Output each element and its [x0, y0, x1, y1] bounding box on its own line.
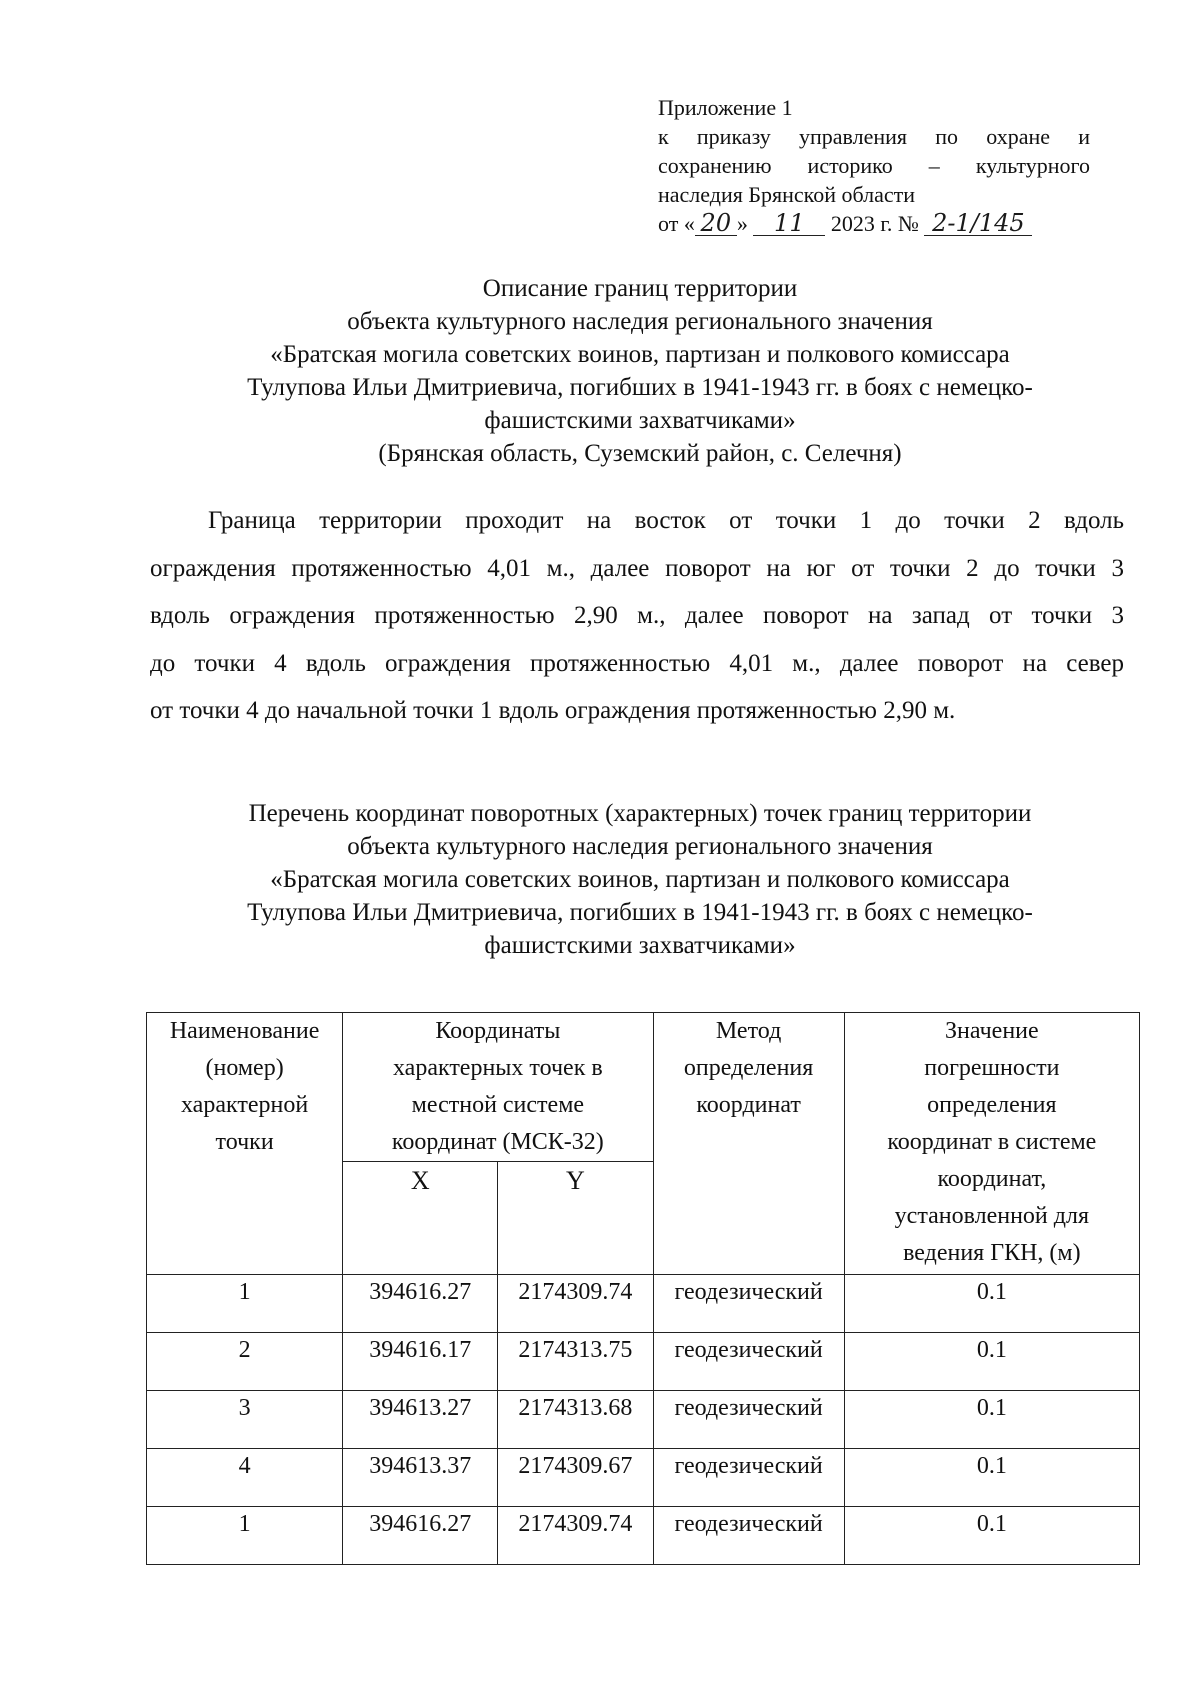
paragraph-line: Граница территории проходит на восток от точки 1 до точки 2 вдоль — [208, 507, 1124, 534]
title-line: Перечень координат поворотных (характерных) точек границ территории — [248, 800, 1032, 827]
title-line: фашистскими захватчиками» — [484, 932, 796, 959]
boundary-description-paragraph — [150, 497, 1124, 735]
header-x: X — [343, 1162, 498, 1275]
title-line: (Брянская область, Суземский район, с. Селечня) — [378, 440, 902, 467]
cell-y: 2174313.75 — [498, 1333, 653, 1391]
cell-error: 0.1 — [844, 1391, 1139, 1449]
table-header-row — [147, 1013, 1140, 1162]
cell-x: 394616.27 — [343, 1275, 498, 1333]
cell-x: 394616.27 — [343, 1507, 498, 1565]
cell-point: 2 — [147, 1333, 343, 1391]
date-prefix: от « — [658, 211, 695, 236]
boundary-description-title — [140, 272, 1140, 470]
table-row — [147, 1507, 1140, 1565]
title-line: «Братская могила советских воинов, партизан и полкового комиссара — [270, 866, 1010, 893]
cell-method: геодезический — [653, 1507, 844, 1565]
cell-error: 0.1 — [844, 1275, 1139, 1333]
table-row — [147, 1391, 1140, 1449]
cell-error: 0.1 — [844, 1449, 1139, 1507]
table-row — [147, 1449, 1140, 1507]
paragraph-line: до точки 4 вдоль ограждения протяженностью 4,01 м., далее поворот на север — [150, 649, 1124, 677]
title-line: объекта культурного наследия регионального значения — [347, 308, 933, 335]
appendix-date-line — [658, 209, 1090, 238]
handwritten-order-number: 2-1/145 — [924, 209, 1032, 238]
title-line: Тулупова Ильи Дмитриевича, погибших в 1941-1943 гг. в боях с немецко- — [247, 899, 1033, 926]
coordinates-list-title — [140, 797, 1140, 962]
appendix-order-line: сохранению историко – культурного — [658, 153, 1090, 178]
cell-x: 394613.27 — [343, 1391, 498, 1449]
cell-x: 394616.17 — [343, 1333, 498, 1391]
table-row — [147, 1275, 1140, 1333]
cell-y: 2174309.74 — [498, 1507, 653, 1565]
date-day-close: » — [736, 211, 748, 236]
date-year: 2023 г. № — [830, 211, 919, 236]
title-line: фашистскими захватчиками» — [484, 407, 796, 434]
cell-point: 1 — [147, 1507, 343, 1565]
header-coordinates: Координаты характерных точек в местной системе координат (МСК-32) — [343, 1013, 653, 1162]
paragraph-line: вдоль ограждения протяженностью 2,90 м., далее поворот на запад от точки 3 — [150, 602, 1124, 629]
table-row — [147, 1333, 1140, 1391]
title-line: «Братская могила советских воинов, партизан и полкового комиссара — [270, 341, 1010, 368]
cell-method: геодезический — [653, 1275, 844, 1333]
cell-point: 4 — [147, 1449, 343, 1507]
header-point-name: Наименование (номер) характерной точки — [147, 1013, 343, 1275]
cell-point: 3 — [147, 1391, 343, 1449]
handwritten-month: 11 — [753, 209, 825, 238]
cell-y: 2174313.68 — [498, 1391, 653, 1449]
coordinates-table — [146, 1012, 1140, 1565]
cell-method: геодезический — [653, 1391, 844, 1449]
cell-error: 0.1 — [844, 1507, 1139, 1565]
appendix-order-line: наследия Брянской области — [658, 182, 916, 207]
title-line: Тулупова Ильи Дмитриевича, погибших в 1941-1943 гг. в боях с немецко- — [247, 374, 1033, 401]
title-line: объекта культурного наследия регионального значения — [347, 833, 933, 860]
cell-method: геодезический — [653, 1333, 844, 1391]
cell-point: 1 — [147, 1275, 343, 1333]
header-method: Метод определения координат — [653, 1013, 844, 1275]
header-error: Значение погрешности определения координат в системе координат, установленной для ведения ГКН, (м) — [844, 1013, 1139, 1275]
cell-x: 394613.37 — [343, 1449, 498, 1507]
appendix-title: Приложение 1 — [658, 95, 793, 120]
appendix-order-line: к приказу управления по охране и — [658, 124, 1090, 149]
cell-method: геодезический — [653, 1449, 844, 1507]
paragraph-line: от точки 4 до начальной точки 1 вдоль ограждения протяженностью 2,90 м. — [150, 697, 956, 724]
title-line: Описание границ территории — [482, 275, 798, 302]
handwritten-day: 20 — [695, 209, 737, 238]
cell-y: 2174309.74 — [498, 1275, 653, 1333]
appendix-block — [658, 93, 1090, 238]
paragraph-line: ограждения протяженностью 4,01 м., далее поворот на юг от точки 2 до точки 3 — [150, 554, 1124, 582]
cell-error: 0.1 — [844, 1333, 1139, 1391]
cell-y: 2174309.67 — [498, 1449, 653, 1507]
header-y: Y — [498, 1162, 653, 1275]
